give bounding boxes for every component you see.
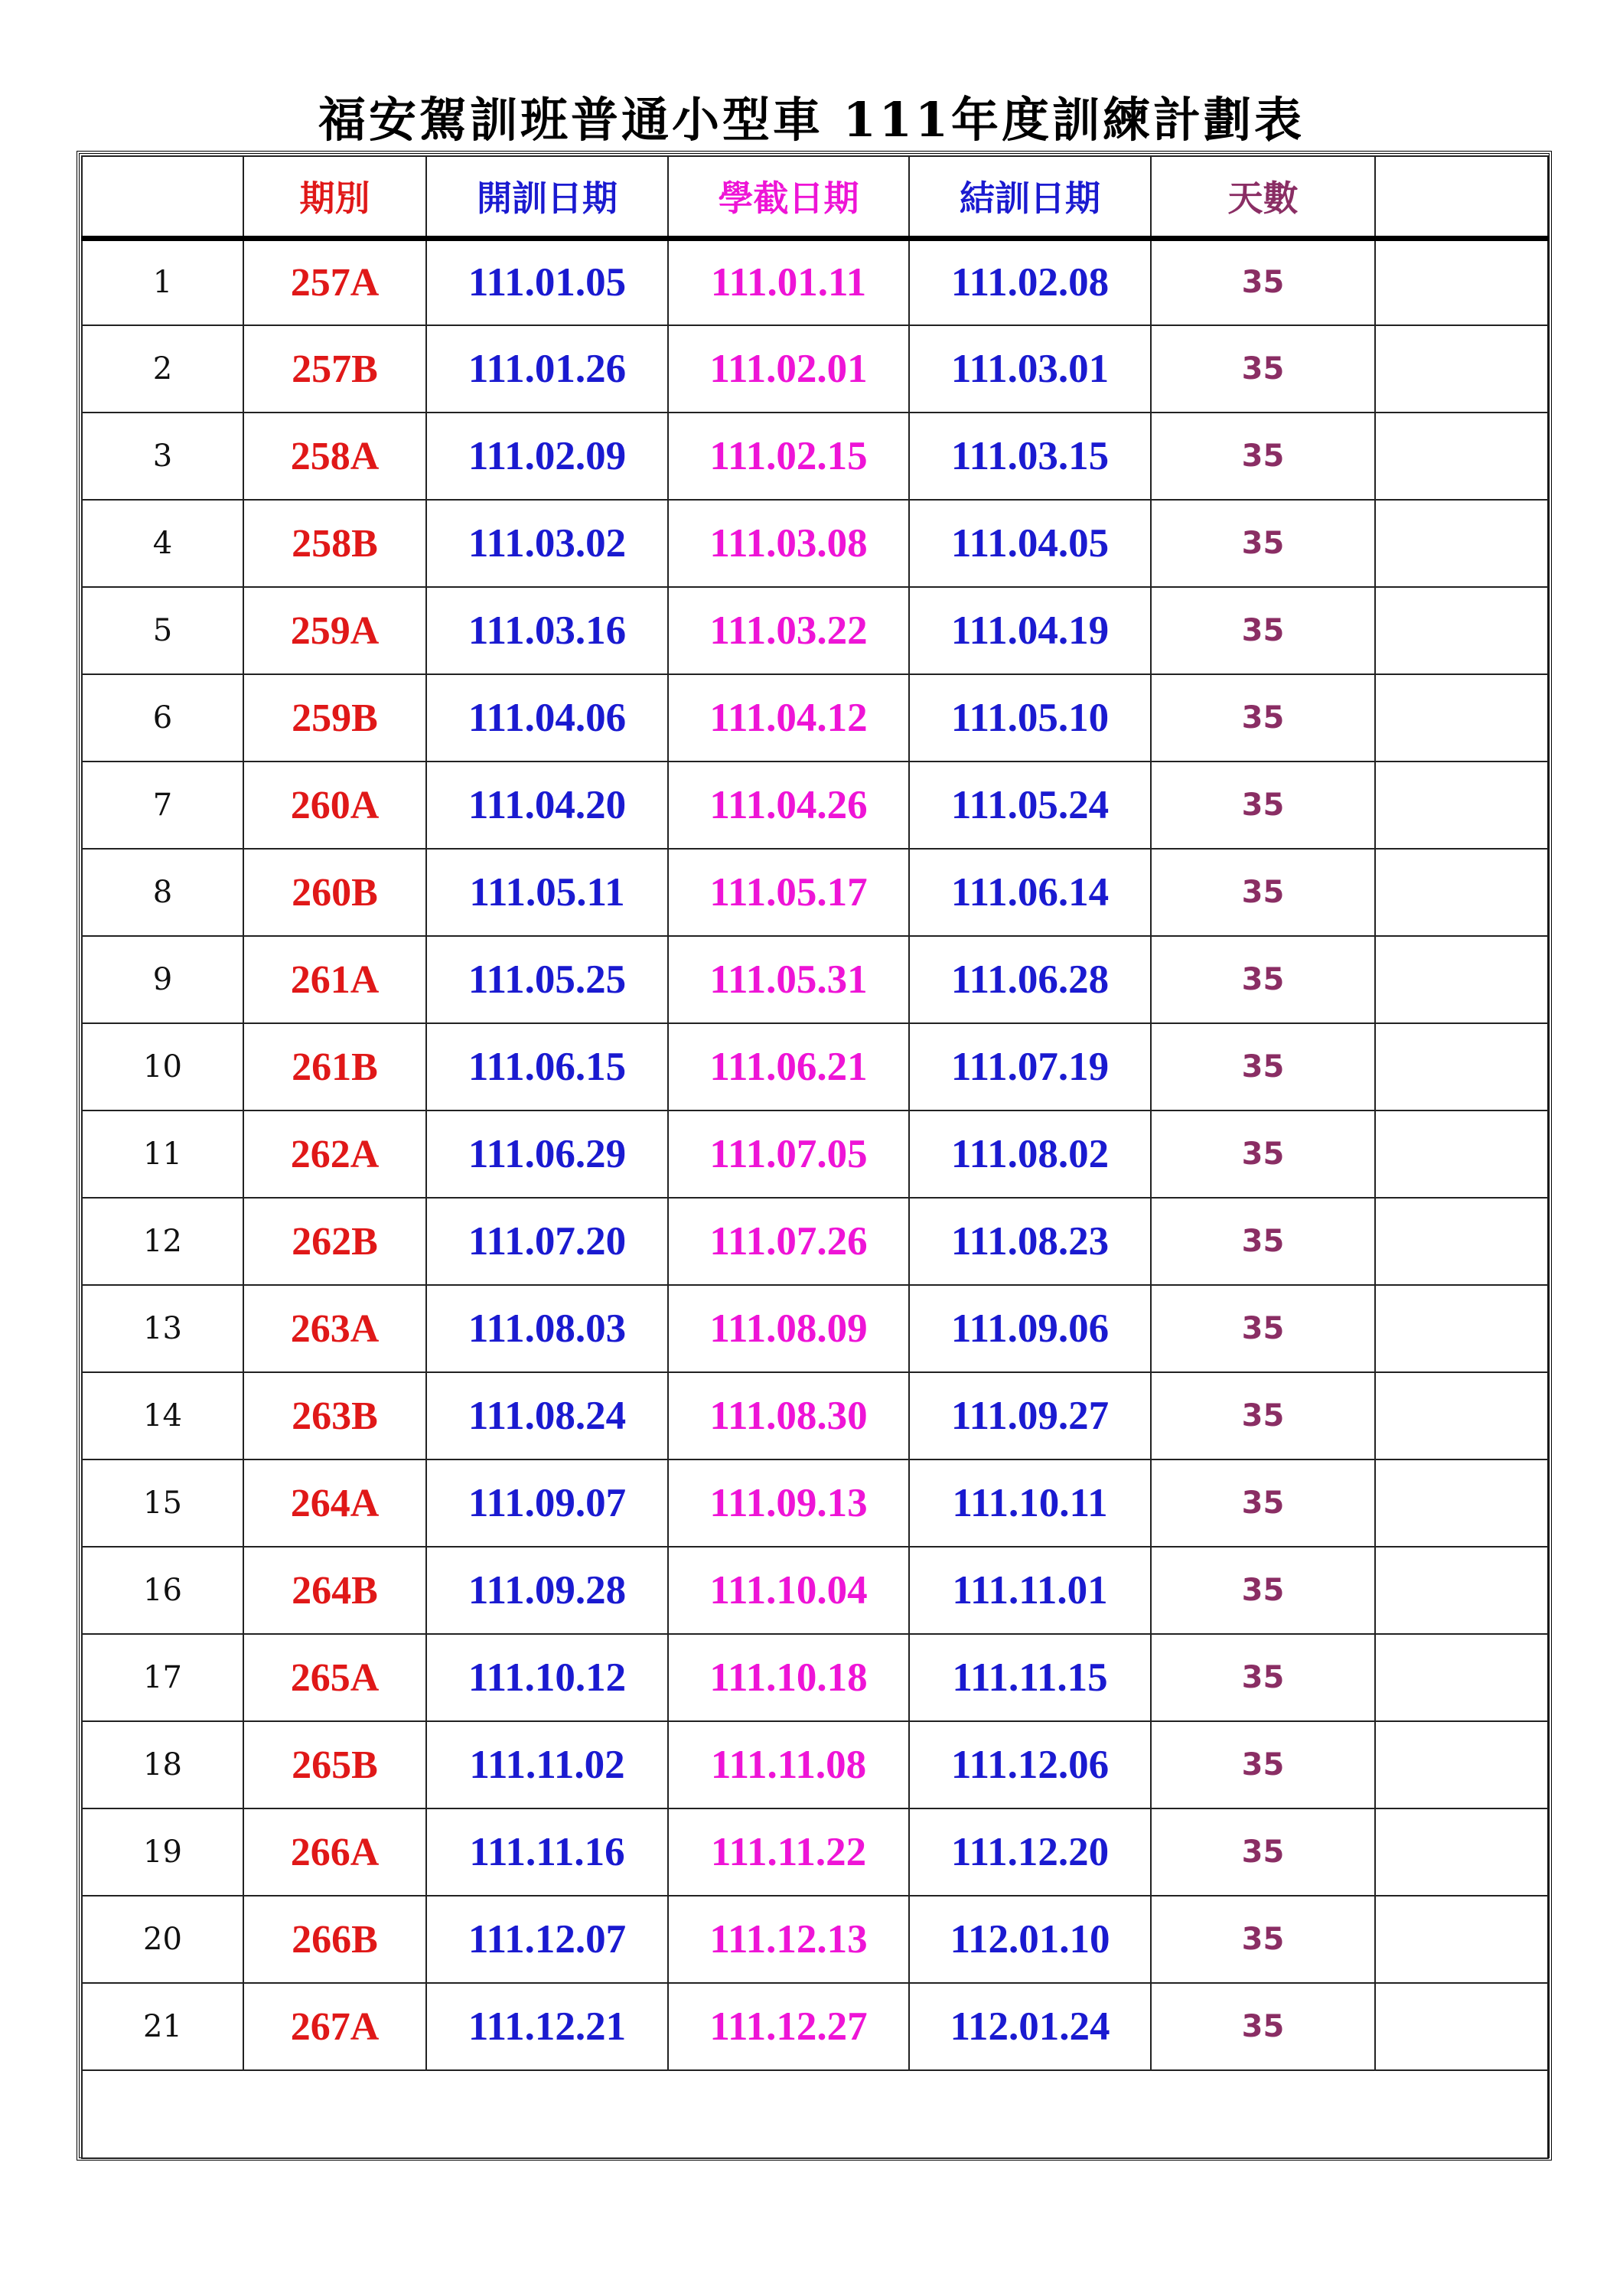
open-date-cell: 111.09.28 (426, 1547, 668, 1634)
days-cell: 35 (1151, 1459, 1375, 1547)
extra-cell (1375, 1983, 1548, 2070)
row-number-cell: 21 (82, 1983, 243, 2070)
row-number-cell: 6 (82, 674, 243, 762)
end-date-cell: 111.11.15 (909, 1634, 1151, 1721)
row-number-cell: 11 (82, 1110, 243, 1198)
extra-cell (1375, 1459, 1548, 1547)
row-number-cell: 20 (82, 1896, 243, 1983)
open-date-cell: 111.03.16 (426, 587, 668, 674)
table-row (82, 238, 1548, 325)
end-date-cell: 112.01.24 (909, 1983, 1151, 2070)
days-cell: 35 (1151, 1983, 1375, 2070)
end-date-cell: 111.05.24 (909, 762, 1151, 849)
header-extra (1375, 156, 1548, 238)
days-cell: 35 (1151, 1372, 1375, 1459)
class-cell: 260B (243, 849, 426, 936)
table-row (82, 762, 1548, 849)
header-cutoff-date: 學截日期 (668, 156, 909, 238)
extra-cell (1375, 1547, 1548, 1634)
days-cell: 35 (1151, 1547, 1375, 1634)
cutoff-date-cell: 111.04.26 (668, 762, 909, 849)
extra-cell (1375, 1285, 1548, 1372)
row-number-cell: 9 (82, 936, 243, 1023)
end-date-cell: 111.08.02 (909, 1110, 1151, 1198)
table-row (82, 500, 1548, 587)
class-cell: 265A (243, 1634, 426, 1721)
blank-footer-row (82, 2070, 1548, 2158)
row-number-cell: 16 (82, 1547, 243, 1634)
open-date-cell: 111.12.07 (426, 1896, 668, 1983)
open-date-cell: 111.07.20 (426, 1198, 668, 1285)
end-date-cell: 111.09.27 (909, 1372, 1151, 1459)
end-date-cell: 111.04.19 (909, 587, 1151, 674)
end-date-cell: 111.08.23 (909, 1198, 1151, 1285)
table-row (82, 1983, 1548, 2070)
table-row (82, 325, 1548, 413)
table-row (82, 936, 1548, 1023)
class-cell: 258A (243, 413, 426, 500)
open-date-cell: 111.01.05 (426, 238, 668, 325)
table-row (82, 1023, 1548, 1110)
end-date-cell: 111.12.20 (909, 1808, 1151, 1896)
header-days: 天數 (1151, 156, 1375, 238)
open-date-cell: 111.02.09 (426, 413, 668, 500)
row-number-cell: 1 (82, 238, 243, 325)
open-date-cell: 111.04.06 (426, 674, 668, 762)
training-schedule-table (81, 155, 1549, 2159)
table-row (82, 1808, 1548, 1896)
days-cell: 35 (1151, 1896, 1375, 1983)
days-cell: 35 (1151, 500, 1375, 587)
end-date-cell: 111.05.10 (909, 674, 1151, 762)
open-date-cell: 111.11.16 (426, 1808, 668, 1896)
table-body (82, 238, 1548, 2158)
cutoff-date-cell: 111.07.05 (668, 1110, 909, 1198)
class-cell: 266B (243, 1896, 426, 1983)
days-cell: 35 (1151, 413, 1375, 500)
extra-cell (1375, 500, 1548, 587)
days-cell: 35 (1151, 849, 1375, 936)
open-date-cell: 111.08.03 (426, 1285, 668, 1372)
table-row (82, 674, 1548, 762)
open-date-cell: 111.04.20 (426, 762, 668, 849)
days-cell: 35 (1151, 587, 1375, 674)
class-cell: 259A (243, 587, 426, 674)
days-cell: 35 (1151, 238, 1375, 325)
page-title: 福安駕訓班普通小型車 111年度訓練計劃表 (318, 92, 1305, 148)
row-number-cell: 4 (82, 500, 243, 587)
header-row (82, 156, 1548, 238)
days-cell: 35 (1151, 762, 1375, 849)
end-date-cell: 111.03.01 (909, 325, 1151, 413)
cutoff-date-cell: 111.12.27 (668, 1983, 909, 2070)
open-date-cell: 111.01.26 (426, 325, 668, 413)
cutoff-date-cell: 111.04.12 (668, 674, 909, 762)
table-row (82, 587, 1548, 674)
open-date-cell: 111.05.25 (426, 936, 668, 1023)
extra-cell (1375, 1808, 1548, 1896)
table-row (82, 413, 1548, 500)
cutoff-date-cell: 111.07.26 (668, 1198, 909, 1285)
end-date-cell: 111.06.28 (909, 936, 1151, 1023)
class-cell: 263A (243, 1285, 426, 1372)
extra-cell (1375, 325, 1548, 413)
cutoff-date-cell: 111.03.22 (668, 587, 909, 674)
extra-cell (1375, 1634, 1548, 1721)
days-cell: 35 (1151, 1110, 1375, 1198)
days-cell: 35 (1151, 325, 1375, 413)
class-cell: 262A (243, 1110, 426, 1198)
class-cell: 261A (243, 936, 426, 1023)
cutoff-date-cell: 111.08.09 (668, 1285, 909, 1372)
row-number-cell: 15 (82, 1459, 243, 1547)
cutoff-date-cell: 111.02.01 (668, 325, 909, 413)
days-cell: 35 (1151, 1808, 1375, 1896)
days-cell: 35 (1151, 1285, 1375, 1372)
end-date-cell: 111.07.19 (909, 1023, 1151, 1110)
cutoff-date-cell: 111.10.04 (668, 1547, 909, 1634)
header-no (82, 156, 243, 238)
class-cell: 264B (243, 1547, 426, 1634)
cutoff-date-cell: 111.09.13 (668, 1459, 909, 1547)
cutoff-date-cell: 111.11.22 (668, 1808, 909, 1896)
row-number-cell: 12 (82, 1198, 243, 1285)
end-date-cell: 111.06.14 (909, 849, 1151, 936)
table-row (82, 1634, 1548, 1721)
table-row (82, 1459, 1548, 1547)
days-cell: 35 (1151, 1721, 1375, 1808)
extra-cell (1375, 1896, 1548, 1983)
class-cell: 261B (243, 1023, 426, 1110)
row-number-cell: 18 (82, 1721, 243, 1808)
class-cell: 267A (243, 1983, 426, 2070)
row-number-cell: 3 (82, 413, 243, 500)
days-cell: 35 (1151, 674, 1375, 762)
table-row (82, 1896, 1548, 1983)
open-date-cell: 111.06.29 (426, 1110, 668, 1198)
class-cell: 266A (243, 1808, 426, 1896)
table-row (82, 1285, 1548, 1372)
table-row (82, 1372, 1548, 1459)
end-date-cell: 111.12.06 (909, 1721, 1151, 1808)
table-row (82, 1721, 1548, 1808)
cutoff-date-cell: 111.10.18 (668, 1634, 909, 1721)
end-date-cell: 111.11.01 (909, 1547, 1151, 1634)
cutoff-date-cell: 111.01.11 (668, 238, 909, 325)
extra-cell (1375, 1372, 1548, 1459)
row-number-cell: 19 (82, 1808, 243, 1896)
open-date-cell: 111.08.24 (426, 1372, 668, 1459)
row-number-cell: 13 (82, 1285, 243, 1372)
end-date-cell: 111.09.06 (909, 1285, 1151, 1372)
table-row (82, 1110, 1548, 1198)
class-cell: 257B (243, 325, 426, 413)
row-number-cell: 5 (82, 587, 243, 674)
days-cell: 35 (1151, 1023, 1375, 1110)
open-date-cell: 111.12.21 (426, 1983, 668, 2070)
class-cell: 264A (243, 1459, 426, 1547)
cutoff-date-cell: 111.05.17 (668, 849, 909, 936)
row-number-cell: 10 (82, 1023, 243, 1110)
days-cell: 35 (1151, 1634, 1375, 1721)
days-cell: 35 (1151, 936, 1375, 1023)
class-cell: 260A (243, 762, 426, 849)
open-date-cell: 111.11.02 (426, 1721, 668, 1808)
end-date-cell: 111.02.08 (909, 238, 1151, 325)
header-open-date: 開訓日期 (426, 156, 668, 238)
table-row (82, 849, 1548, 936)
days-cell: 35 (1151, 1198, 1375, 1285)
table-row (82, 1547, 1548, 1634)
extra-cell (1375, 674, 1548, 762)
class-cell: 265B (243, 1721, 426, 1808)
extra-cell (1375, 849, 1548, 936)
open-date-cell: 111.09.07 (426, 1459, 668, 1547)
class-cell: 262B (243, 1198, 426, 1285)
cutoff-date-cell: 111.11.08 (668, 1721, 909, 1808)
row-number-cell: 14 (82, 1372, 243, 1459)
class-cell: 263B (243, 1372, 426, 1459)
extra-cell (1375, 1721, 1548, 1808)
extra-cell (1375, 1110, 1548, 1198)
end-date-cell: 112.01.10 (909, 1896, 1151, 1983)
extra-cell (1375, 1023, 1548, 1110)
row-number-cell: 2 (82, 325, 243, 413)
class-cell: 257A (243, 238, 426, 325)
open-date-cell: 111.05.11 (426, 849, 668, 936)
cutoff-date-cell: 111.05.31 (668, 936, 909, 1023)
class-cell: 259B (243, 674, 426, 762)
extra-cell (1375, 413, 1548, 500)
open-date-cell: 111.03.02 (426, 500, 668, 587)
header-class: 期別 (243, 156, 426, 238)
cutoff-date-cell: 111.03.08 (668, 500, 909, 587)
blank-footer-cell (82, 2070, 1548, 2158)
extra-cell (1375, 936, 1548, 1023)
cutoff-date-cell: 111.06.21 (668, 1023, 909, 1110)
cutoff-date-cell: 111.12.13 (668, 1896, 909, 1983)
end-date-cell: 111.10.11 (909, 1459, 1151, 1547)
cutoff-date-cell: 111.08.30 (668, 1372, 909, 1459)
extra-cell (1375, 1198, 1548, 1285)
cutoff-date-cell: 111.02.15 (668, 413, 909, 500)
row-number-cell: 8 (82, 849, 243, 936)
end-date-cell: 111.04.05 (909, 500, 1151, 587)
extra-cell (1375, 762, 1548, 849)
row-number-cell: 7 (82, 762, 243, 849)
open-date-cell: 111.06.15 (426, 1023, 668, 1110)
table-row (82, 1198, 1548, 1285)
row-number-cell: 17 (82, 1634, 243, 1721)
extra-cell (1375, 238, 1548, 325)
class-cell: 258B (243, 500, 426, 587)
header-end-date: 結訓日期 (909, 156, 1151, 238)
end-date-cell: 111.03.15 (909, 413, 1151, 500)
open-date-cell: 111.10.12 (426, 1634, 668, 1721)
extra-cell (1375, 587, 1548, 674)
